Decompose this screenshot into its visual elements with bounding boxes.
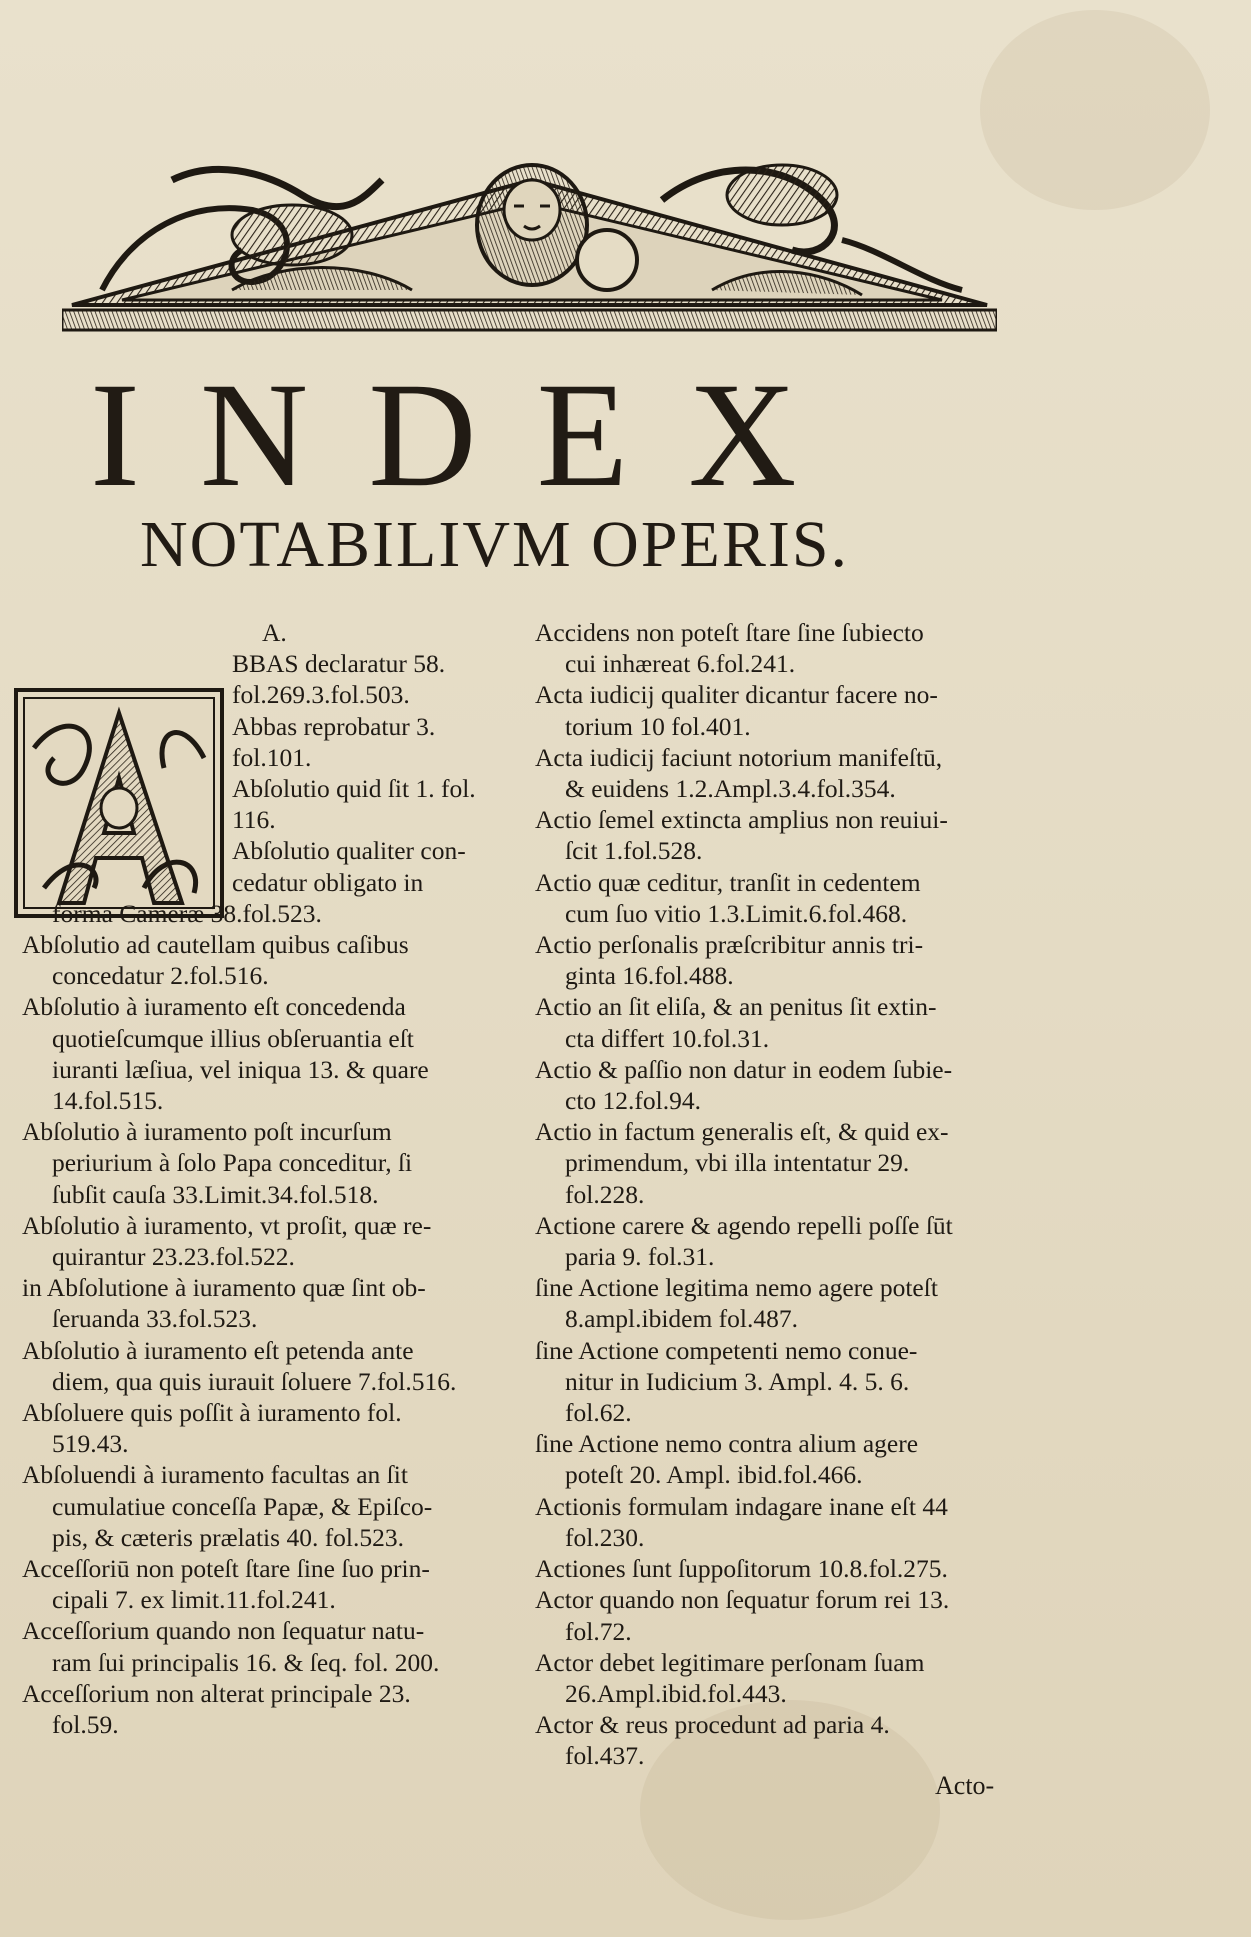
index-entry-line: 116.: [232, 805, 276, 835]
woodcut-headpiece-ornament: [62, 140, 997, 340]
index-entry: Actiones ſunt ſuppoſitorum 10.8.fol.275.: [535, 1554, 948, 1584]
index-entry-line: fol.269.3.fol.503.: [232, 680, 410, 710]
index-entry-line: forma Cameræ 38.fol.523.: [52, 898, 322, 928]
index-entry: Actio perſonalis præſcribitur annis tri- ginta 16.fol.488.: [535, 930, 924, 991]
index-entry: ſine Actione nemo contra alium agere poteſt 20. Ampl. ibid.fol.466.: [535, 1429, 919, 1490]
page-title: INDEX: [90, 352, 857, 518]
index-entry: Actio & paſſio non datur in eodem ſubie- cto 12.fol.94.: [535, 1054, 953, 1116]
index-entry: Actio an ſit eliſa, & an penitus ſit extin- cta differt 10.fol.31.: [535, 992, 937, 1053]
index-entry: Acceſſoriū non poteſt ſtare ſine ſuo prin- cipali 7. ex limit.11.fol.241.: [22, 1554, 430, 1615]
index-entry: Actio quæ ceditur, tranſit in cedentem cum ſuo vitio 1.3.Limit.6.fol.468.: [535, 867, 921, 928]
paper-stain: [980, 10, 1210, 210]
index-entry: Actio in factum generalis eſt, & quid ex- primendum, vbi illa intentatur 29. fol.228.: [535, 1117, 949, 1209]
index-entry: Actor quando non ſequatur forum rei 13. fol.72.: [535, 1585, 950, 1646]
index-column-left: [22, 617, 532, 1740]
index-entry: Actione carere & agendo repelli poſſe ſūt paria 9. fol.31.: [535, 1210, 953, 1272]
index-entry: in Abſolutione à iuramento quæ ſint ob- ſeruanda 33.fol.523.: [22, 1273, 426, 1334]
index-column-right: [535, 617, 1035, 1772]
index-entry: ſine Actione competenti nemo conue- nitur in Iudicium 3. Ampl. 4. 5. 6. fol.62.: [535, 1335, 918, 1428]
index-entry: Abſolutio à iuramento poſt incurſum periurium à ſolo Papa conceditur, ſi ſubſit cauſa 33.Limit.34.fol.518.: [22, 1117, 413, 1209]
index-entry: Accidens non poteſt ſtare ſine ſubiecto cui inhæreat 6.fol.241.: [535, 618, 924, 679]
index-entry: Acta iudicij qualiter dicantur facere no- torium 10 fol.401.: [535, 680, 938, 741]
index-entry: Abſoluendi à iuramento facultas an ſit cumulatiue conceſſa Papæ, & Epiſco- pis, & cæteris prælatis 40. fol.523.: [22, 1460, 433, 1552]
index-entry: Abſolutio à iuramento, vt proſit, quæ re- quirantur 23.23.fol.522.: [22, 1210, 432, 1272]
index-entry: Abſolutio à iuramento eſt petenda ante diem, qua quis iurauit ſoluere 7.fol.516.: [22, 1335, 457, 1396]
index-entry: Abſoluere quis poſſit à iuramento fol. 519.43.: [22, 1398, 402, 1459]
section-letter: A.: [262, 618, 287, 647]
index-entry: Actor & reus procedunt ad paria 4. fol.437.: [535, 1710, 890, 1771]
index-entry-line: Abſolutio qualiter con-: [232, 836, 466, 866]
page-subtitle: NOTABILIVM OPERIS.: [140, 508, 850, 581]
index-entry-line: BBAS declaratur 58.: [232, 649, 446, 679]
index-entry: Abſolutio à iuramento eſt concedenda quotieſcumque illius obſeruantia eſt iuranti læſiua, vel iniqua 13. & quare 14.fol.515.: [22, 992, 429, 1116]
index-entry-line: fol.101.: [232, 742, 312, 772]
index-entry: ſine Actione legitima nemo agere poteſt 8.ampl.ibidem fol.487.: [535, 1273, 938, 1334]
catchword: Acto-: [935, 1771, 995, 1800]
index-entry: Actor debet legitimare perſonam ſuam 26.Ampl.ibid.fol.443.: [535, 1647, 925, 1708]
index-entry-line: Abſolutio quid ſit 1. fol.: [232, 774, 476, 803]
index-entry: Abſolutio ad cautellam quibus caſibus concedatur 2.fol.516.: [22, 930, 409, 991]
index-entry: Actionis formulam indagare inane eſt 44 fol.230.: [535, 1491, 948, 1552]
index-entry-line: cedatur obligato in: [232, 867, 424, 897]
index-entry: Acta iudicij faciunt notorium manifeſtū, & euidens 1.2.Ampl.3.4.fol.354.: [535, 742, 943, 804]
index-entry: Actio ſemel extincta amplius non reuiui- ſcit 1.fol.528.: [535, 805, 948, 866]
index-entry: Acceſſorium quando non ſequatur natu- ram ſui principalis 16. & ſeq. fol. 200.: [22, 1616, 440, 1677]
index-entry-line: Abbas reprobatur 3.: [232, 711, 436, 741]
index-entry: Acceſſorium non alterat principale 23. fol.59.: [22, 1678, 411, 1740]
